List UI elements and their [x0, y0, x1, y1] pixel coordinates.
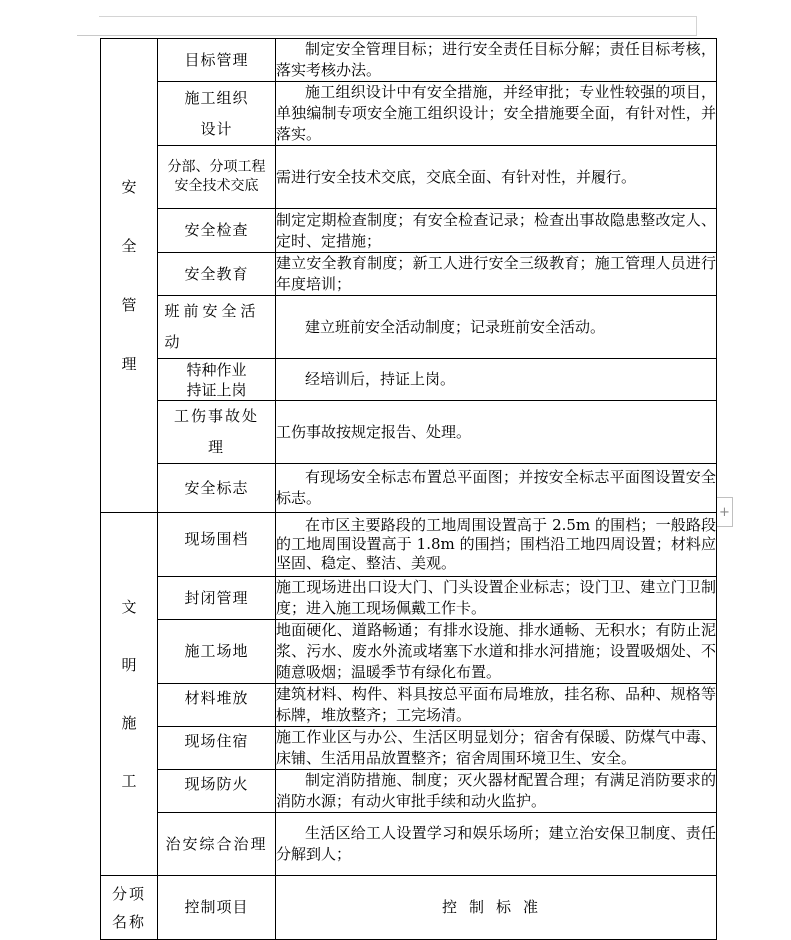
table-row	[101, 464, 717, 513]
control-item: 现场住宿	[158, 727, 276, 770]
control-standard: 建立安全教育制度；新工人进行安全三级教育；施工管理人员进行年度培训；	[276, 253, 717, 296]
table-row	[101, 209, 717, 253]
control-standard: 施工组织设计中有安全措施，并经审批；专业性较强的项目，单独编制专项安全施工组织设计；安全措施要全面，有针对性，并落实。	[276, 82, 717, 146]
control-item: 工伤事故处理	[158, 401, 276, 464]
category-civilized-construction: 文 明 施 工	[101, 513, 158, 876]
header-corner-mark	[696, 16, 697, 35]
control-standard: 制定消防措施、制度；灭火器材配置合理；有满足消防要求的消防水源；有动火审批手续和动火监护。	[276, 770, 717, 813]
header-control-item: 控制项目	[158, 876, 276, 940]
table-row	[101, 513, 717, 577]
control-standard: 建立班前安全活动制度；记录班前安全活动。	[276, 296, 717, 359]
table-row	[101, 401, 717, 464]
control-standard: 在市区主要路段的工地周围设置高于 2.5m 的围档；一般路段的工地周围设置高于 1.8m 的围挡；围档沿工地四周设置；材料应坚固、稳定、整洁、美观。	[276, 513, 717, 577]
table-row	[101, 684, 717, 727]
control-item: 安全检查	[158, 209, 276, 253]
table-row	[101, 620, 717, 684]
control-item: 安全教育	[158, 253, 276, 296]
table-row	[101, 146, 717, 209]
table-row	[101, 296, 717, 359]
control-standard: 制定定期检查制度；有安全检查记录；检查出事故隐患整改定人、定时、定措施；	[276, 209, 717, 253]
table-row	[101, 727, 717, 770]
add-row-button[interactable]: +	[716, 497, 733, 527]
control-standard: 施工现场进出口设大门、门头设置企业标志；设门卫、建立门卫制度；进入施工现场佩戴工作卡。	[276, 577, 717, 620]
control-standard: 建筑材料、构件、料具按总平面布局堆放，挂名称、品种、规格等标牌，堆放整齐；工完场清。	[276, 684, 717, 727]
control-standard: 生活区给工人设置学习和娱乐场所；建立治安保卫制度、责任分解到人；	[276, 813, 717, 876]
safety-standards-table	[100, 38, 717, 940]
control-item: 特种作业持证上岗	[158, 359, 276, 401]
table-header-row	[101, 876, 717, 940]
control-item: 目标管理	[158, 39, 276, 82]
control-standard: 经培训后，持证上岗。	[276, 359, 717, 401]
control-item: 现场防火	[158, 770, 276, 813]
table-row	[101, 813, 717, 876]
table-row	[101, 39, 717, 82]
table-row	[101, 770, 717, 813]
control-standard: 制定安全管理目标；进行安全责任目标分解；责任目标考核，落实考核办法。	[276, 39, 717, 82]
control-standard: 施工作业区与办公、生活区明显划分；宿舍有保暖、防煤气中毒、床铺、生活用品放置整齐；宿舍周围环境卫生、安全。	[276, 727, 717, 770]
header-control-standard: 控制标准	[276, 876, 717, 940]
control-standard: 工伤事故按规定报告、处理。	[276, 401, 717, 464]
control-item: 封闭管理	[158, 577, 276, 620]
control-item: 施工场地	[158, 620, 276, 684]
table-row	[101, 253, 717, 296]
table-row	[101, 82, 717, 146]
control-item: 治安综合治理	[158, 813, 276, 876]
control-item: 班前安全活动	[158, 296, 276, 359]
header-category: 分项名称	[101, 876, 158, 940]
table-row	[101, 577, 717, 620]
control-item: 现场围档	[158, 513, 276, 577]
header-rule	[99, 16, 696, 17]
control-item: 分部、分项工程安全技术交底	[158, 146, 276, 209]
control-item: 材料堆放	[158, 684, 276, 727]
control-standard: 地面硬化、道路畅通；有排水设施、排水通畅、无积水；有防止泥浆、污水、废水外流或堵塞下水道和排水河措施；设置吸烟处、不随意吸烟；温暖季节有绿化布置。	[276, 620, 717, 684]
control-standard: 需进行安全技术交底，交底全面、有针对性，并履行。	[276, 146, 717, 209]
category-safety-management: 安 全 管 理	[101, 39, 158, 513]
table-row	[101, 359, 717, 401]
control-item: 施工组织设计	[158, 82, 276, 146]
header-rule-lower	[77, 35, 697, 36]
control-item: 安全标志	[158, 464, 276, 513]
control-standard: 有现场安全标志布置总平面图；并按安全标志平面图设置安全标志。	[276, 464, 717, 513]
